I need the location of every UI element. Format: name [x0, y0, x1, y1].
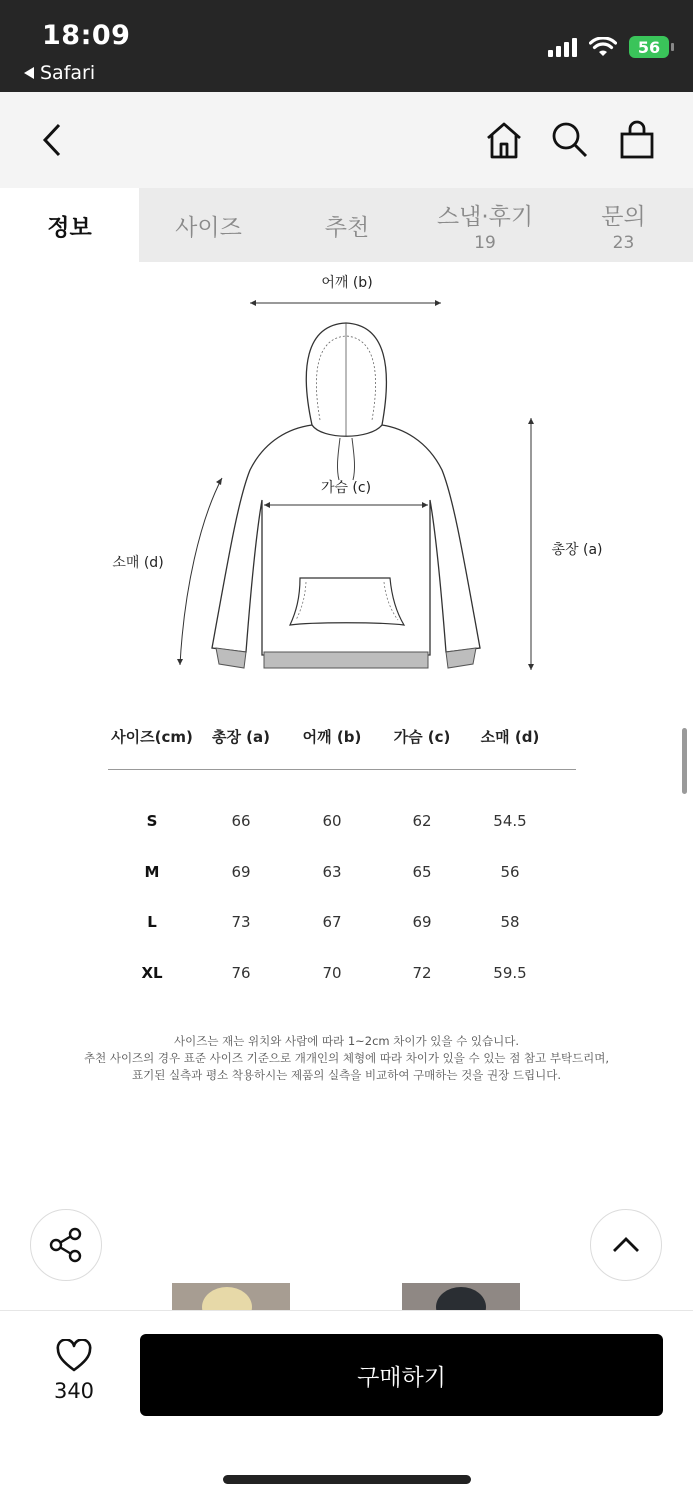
note-line: 추천 사이즈의 경우 표준 사이즈 기준으로 개개인의 체형에 따라 차이가 있을 수 있는 점 참고 부탁드리며,: [83, 1051, 610, 1065]
back-triangle-icon: [24, 67, 34, 79]
scrollbar[interactable]: [682, 728, 687, 794]
tab-count: 19: [474, 232, 496, 253]
like-count: 340: [53, 1379, 95, 1403]
bottom-action-bar: [0, 1310, 693, 1500]
cell: L: [147, 913, 157, 932]
shoulder-label: 어깨 (b): [321, 275, 373, 291]
table-row: [108, 897, 576, 948]
note-line: 사이즈는 재는 위치와 사람에 따라 1~2cm 차이가 있을 수 있습니다.: [174, 1034, 519, 1048]
status-time: 18:09: [42, 20, 131, 51]
cell: 66: [231, 812, 251, 831]
hoodie-size-diagram: [0, 262, 693, 692]
header-sleeve: 소매 (d): [480, 727, 540, 746]
cell: 69: [231, 862, 251, 881]
tab-inquiry[interactable]: [554, 188, 693, 262]
cell: 72: [412, 963, 432, 982]
battery-indicator: [629, 36, 669, 58]
chevron-left-icon: [40, 123, 64, 157]
cellular-signal-icon: [548, 37, 577, 57]
size-table-body: [108, 770, 576, 998]
tab-label: 문의: [601, 203, 646, 230]
note-line: 표기된 실측과 평소 착용하시는 제품의 실측을 비교하여 구매하는 것을 권장 드립니다.: [131, 1068, 562, 1082]
header-length: 총장 (a): [211, 727, 271, 746]
back-to-app-link[interactable]: [24, 62, 95, 84]
tab-info[interactable]: [0, 188, 139, 262]
back-app-label: Safari: [40, 62, 96, 84]
home-button[interactable]: [480, 116, 528, 164]
like-button[interactable]: [42, 1339, 106, 1403]
scroll-to-top-button[interactable]: [590, 1209, 662, 1281]
table-row: [108, 847, 576, 898]
tab-count: 23: [612, 232, 635, 253]
cell: 60: [322, 812, 342, 831]
size-table-header: [108, 715, 576, 770]
chest-label: 가슴 (c): [320, 480, 372, 496]
header-chest: 가슴 (c): [393, 727, 451, 746]
battery-level: 56: [637, 37, 661, 57]
cell: 76: [231, 963, 251, 982]
cell: 54.5: [493, 812, 527, 831]
cell: 69: [412, 913, 432, 932]
cart-button[interactable]: [613, 116, 661, 164]
tab-snap-review[interactable]: [416, 188, 554, 262]
snap-thumbnail[interactable]: [172, 1283, 290, 1311]
product-tabs: [0, 188, 693, 262]
snap-thumbnail[interactable]: [402, 1283, 520, 1311]
cell: 70: [322, 963, 342, 982]
tab-label: 사이즈: [175, 214, 242, 241]
heart-icon: [55, 1339, 93, 1373]
tab-label: 정보: [47, 214, 92, 241]
status-bar: [0, 0, 693, 92]
cell: M: [144, 862, 160, 881]
thumbnail-photo: [202, 1287, 252, 1311]
search-icon: [550, 120, 590, 160]
cell: 58: [500, 913, 520, 932]
buy-button[interactable]: 구매하기: [140, 1334, 663, 1416]
wifi-icon: [589, 37, 617, 57]
cell: 59.5: [493, 963, 527, 982]
header-shoulder: 어깨 (b): [302, 727, 362, 746]
cell: S: [146, 812, 158, 831]
header-size: 사이즈(cm): [111, 727, 193, 746]
cell: 65: [412, 862, 432, 881]
tab-label: 스냅·후기: [436, 203, 534, 230]
tab-size[interactable]: [139, 188, 278, 262]
thumbnail-photo: [436, 1287, 486, 1311]
length-label: 총장 (a): [551, 542, 603, 558]
size-table: [108, 715, 576, 998]
share-button[interactable]: [30, 1209, 102, 1281]
cell: 63: [322, 862, 342, 881]
table-row: [108, 796, 576, 847]
cell: 73: [231, 913, 251, 932]
table-row: [108, 948, 576, 999]
chevron-up-icon: [611, 1235, 641, 1255]
home-indicator: [223, 1475, 471, 1484]
size-notes: [0, 1033, 693, 1084]
home-icon: [484, 120, 524, 160]
status-indicators: [548, 36, 669, 58]
cell: XL: [141, 963, 163, 982]
cell: 67: [322, 913, 342, 932]
nav-header: [0, 92, 693, 188]
cell: 56: [500, 862, 520, 881]
search-button[interactable]: [546, 116, 594, 164]
shopping-bag-icon: [617, 120, 657, 160]
sleeve-label: 소매 (d): [112, 555, 164, 571]
tab-recommend[interactable]: [278, 188, 416, 262]
share-icon: [48, 1227, 84, 1263]
tab-label: 추천: [324, 214, 370, 241]
back-button[interactable]: [28, 116, 76, 164]
cell: 62: [412, 812, 432, 831]
